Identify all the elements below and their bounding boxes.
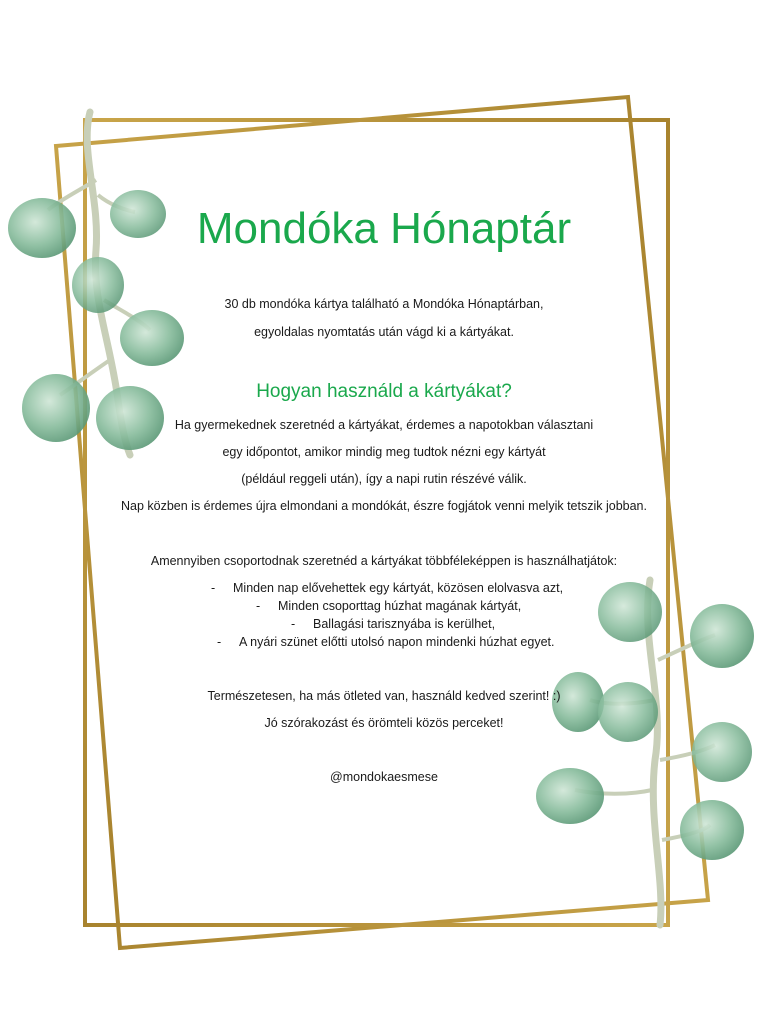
eucalyptus-branch-bottom-right <box>536 580 754 925</box>
bullet-dash: - <box>256 599 261 613</box>
family-usage-line-1: Ha gyermekednek szeretnéd a kártyákat, érdemes a napotokban választani <box>174 418 594 432</box>
list-item <box>291 616 495 632</box>
family-usage-line-3: (például reggeli után), így a napi rutin részévé válik. <box>241 472 527 486</box>
intro-line-2: egyoldalas nyomtatás után vágd ki a kártyákat. <box>254 325 514 339</box>
list-item <box>211 580 563 596</box>
bullet-text: A nyári szünet előtti utolsó napon mindenki húzhat egyet. <box>239 635 555 649</box>
bullet-text: Ballagási tarisznyába is kerülhet, <box>313 617 496 631</box>
closing-line-2: Jó szórakozást és örömteli közös perceket! <box>264 716 504 730</box>
bullet-text: Minden nap elővehettek egy kártyát, közösen elolvasva azt, <box>233 581 564 595</box>
section-heading: Hogyan használd a kártyákat? <box>256 381 512 402</box>
bullet-text: Minden csoporttag húzhat magának kártyát, <box>278 599 522 613</box>
family-usage-line-4: Nap közben is érdemes újra elmondani a mondókát, észre fogjátok venni melyik tetszik jobban. <box>121 499 647 513</box>
page-title: Mondóka Hónaptár <box>196 204 572 253</box>
social-handle: @mondokaesmese <box>330 770 438 784</box>
bullet-dash: - <box>291 617 296 631</box>
closing-line-1: Természetesen, ha más ötleted van, használd kedved szerint! :) <box>207 689 561 703</box>
family-usage-line-2: egy időpontot, amikor mindig meg tudtok nézni egy kártyát <box>222 445 546 459</box>
intro-line-1: 30 db mondóka kártya található a Mondóka Hónaptárban, <box>224 297 544 311</box>
bullet-dash: - <box>211 581 216 595</box>
list-item <box>217 634 554 650</box>
list-item <box>256 598 521 614</box>
group-intro: Amennyiben csoportodnak szeretnéd a kártyákat többféleképpen is használhatjátok: <box>150 554 618 568</box>
bullet-dash: - <box>217 635 222 649</box>
